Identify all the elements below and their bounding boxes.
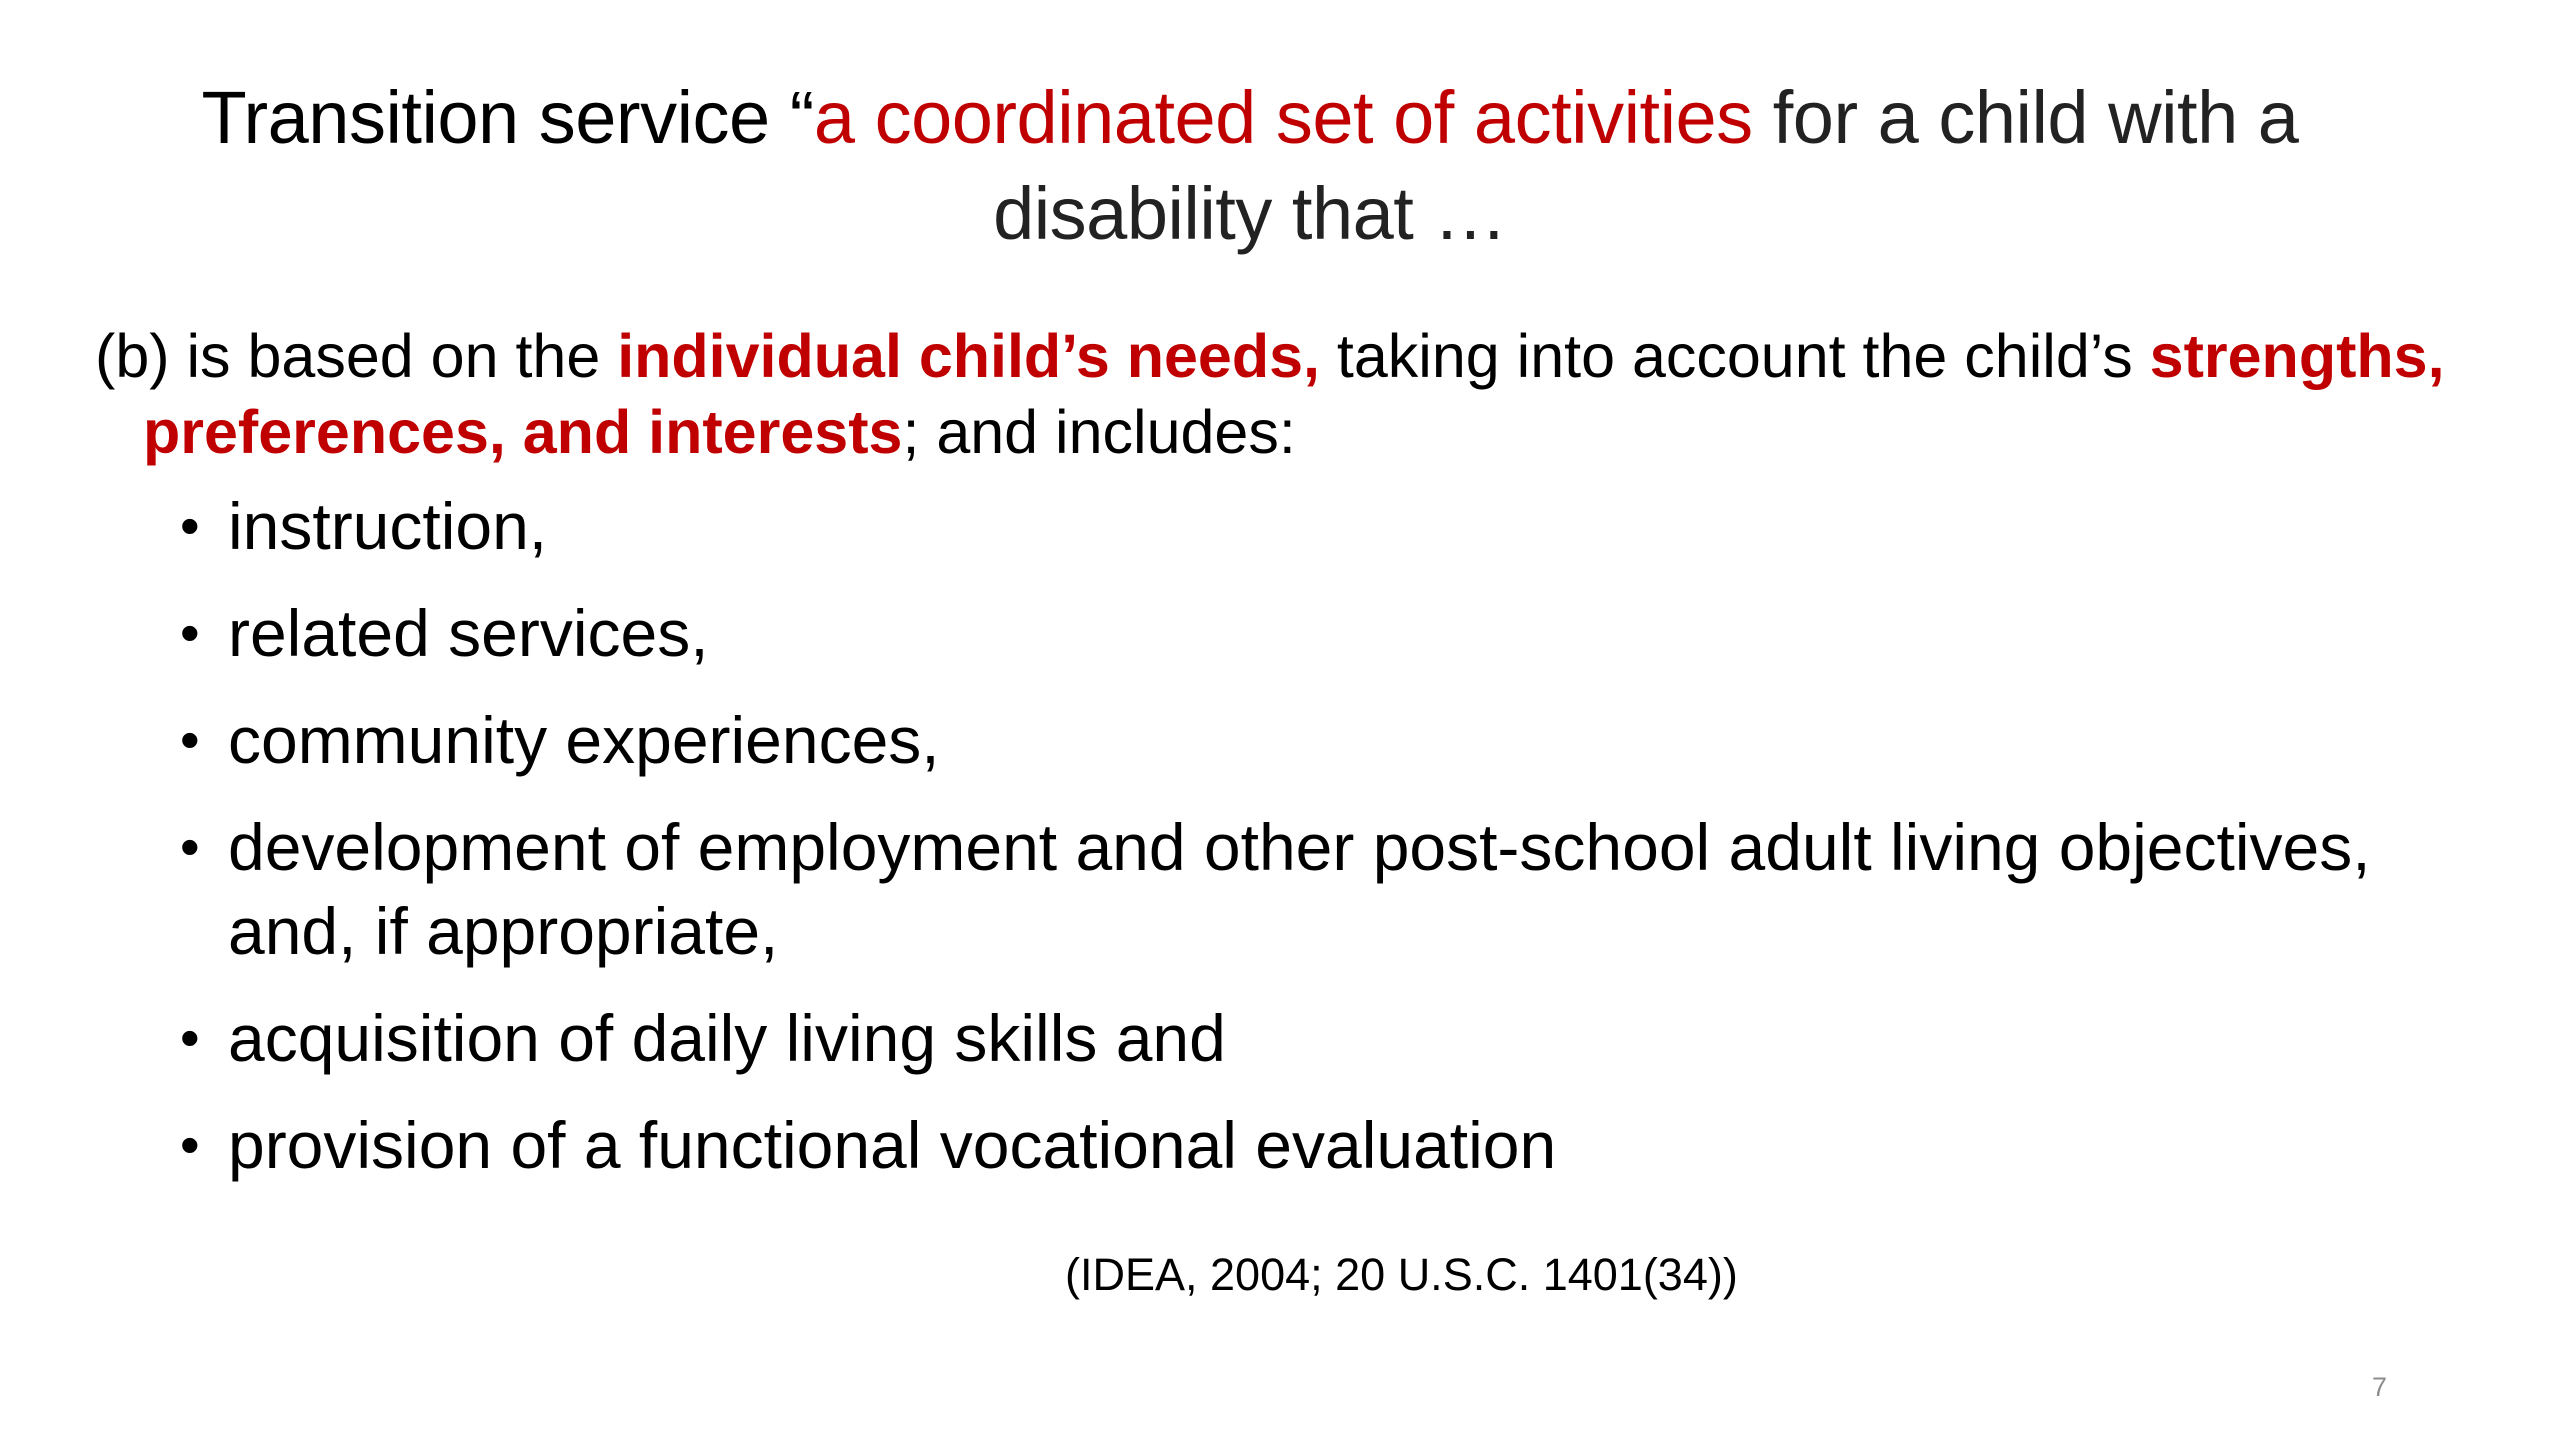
intro-part3: ; and includes: <box>902 398 1296 466</box>
citation: (IDEA, 2004; 20 U.S.C. 1401(34)) <box>1065 1249 1738 1300</box>
bullet-list <box>95 484 2445 1187</box>
bullet-item <box>180 591 2445 675</box>
intro-highlight-strengths: strengths, preferences, and interests <box>143 322 2445 466</box>
slide-body <box>95 318 2445 1210</box>
bullet-icon: • <box>180 1113 200 1176</box>
bullet-text: development of employment and other post-school adult living objectives, and, if appropriate, <box>228 810 2371 968</box>
bullet-icon: • <box>180 601 200 664</box>
bullet-icon: • <box>180 708 200 771</box>
bullet-icon: • <box>180 815 200 878</box>
bullet-text: community experiences, <box>228 703 940 777</box>
bullet-text: provision of a functional vocational evaluation <box>228 1108 1557 1182</box>
bullet-text: related services, <box>228 596 709 670</box>
bullet-item <box>180 996 2445 1080</box>
bullet-item <box>180 805 2445 973</box>
bullet-icon: • <box>180 1006 200 1069</box>
page-number: 7 <box>2372 1372 2388 1402</box>
title-highlight: a coordinated set of activities <box>813 76 1753 159</box>
bullet-text: instruction, <box>228 489 548 563</box>
slide-title <box>120 70 2380 262</box>
intro-paragraph <box>95 318 2445 470</box>
title-part1: Transition service “ <box>201 76 814 159</box>
intro-part1: (b) is based on the <box>95 322 618 390</box>
bullet-item <box>180 484 2445 568</box>
bullet-item <box>180 698 2445 782</box>
intro-highlight-needs: individual child’s needs, <box>617 322 1320 390</box>
bullet-icon: • <box>180 494 200 557</box>
bullet-item <box>180 1103 2445 1187</box>
title-part3: for a child with a disability that … <box>993 76 2299 255</box>
bullet-text: acquisition of daily living skills and <box>228 1001 1226 1075</box>
intro-part2: taking into account the child’s <box>1319 322 2150 390</box>
